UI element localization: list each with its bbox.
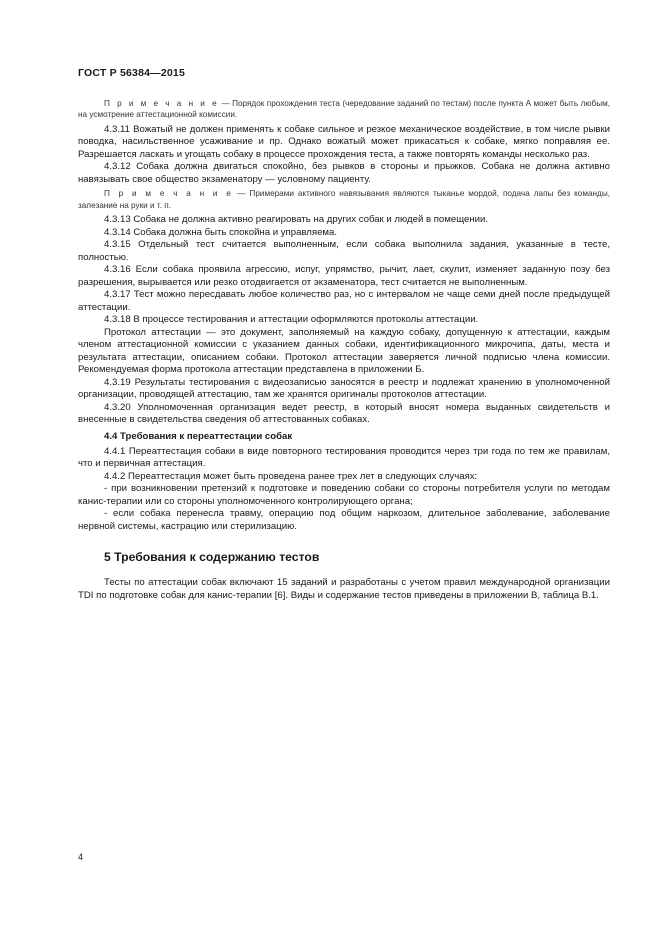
paragraph-section-5: Тесты по аттестации собак включают 15 заданий и разработаны с учетом правил международной организации TDI по подготовке собак для канис-терапии [6]. Виды и содержание тестов приведены в приложении В, таблица В.1. xyxy=(78,577,610,601)
section-heading-5: 5 Требования к содержанию тестов xyxy=(104,550,320,565)
note-text: — Порядок прохождения теста (чередование заданий по тестам) после пункта А может быть любым, на усмотрение аттестационной комиссии. xyxy=(78,99,610,120)
paragraph-4-3-15: 4.3.15 Отдельный тест считается выполненным, если собака выполнила задания, указанные в тесте, полностью. xyxy=(78,239,610,263)
paragraph-4-3-20: 4.3.20 Уполномоченная организация ведет реестр, в который вносят номера выданных свидетельств и внесенные в свидетельства сведения об аттестованных собаках. xyxy=(78,401,610,426)
document-body xyxy=(78,96,610,602)
note-text: — Примерами активного навязывания являются тыканье мордой, подача лапы без команды, залезание на руки и т. п. xyxy=(78,189,610,210)
paragraph-4-3-18: 4.3.18 В процессе тестирования и аттестации оформляются протоколы аттестации. xyxy=(104,314,479,326)
paragraph-4-3-13: 4.3.13 Собака не должна активно реагировать на других собак и людей в помещении. xyxy=(104,214,489,226)
list-item-case-injury: - если собака перенесла травму, операцию под общим наркозом, длительное заболевание, заболевание нервной системы, кастрацию или стерилизацию. xyxy=(78,508,610,532)
paragraph-4-3-11: 4.3.11 Вожатый не должен применять к собаке сильное и резкое механическое воздействие, в том числе рывки поводка, насильственное усаживание и пр. Однако вожатый может прикасаться к собаке, мягко поправляя ее. Разрешается ласкать и угощать собаку в процессе прохождения теста, а также повторять команды несколько раз. xyxy=(78,123,610,160)
paragraph-protocol-definition: Протокол аттестации — это документ, заполняемый на каждую собаку, допущенную к аттестации, каждым членом аттестационной комиссии с указанием данных собаки, идентификационного микрочипа, даты, места и результата аттестации, описанием собаки. Протокол аттестации заверяется личной подписью члена комиссии. Рекомендуемая форма протокола аттестации представлена в приложении Б. xyxy=(78,326,610,376)
note-label: П р и м е ч а н и е xyxy=(104,99,220,108)
paragraph-4-3-16: 4.3.16 Если собака проявила агрессию, испуг, упрямство, рычит, лает, скулит, изменяет заданную позу без разрешения, вырывается или резко отодвигается от экзаменатора, тест считается не выполненным. xyxy=(78,264,610,288)
page-number: 4 xyxy=(78,852,84,862)
paragraph-4-3-14: 4.3.14 Собака должна быть спокойна и управляема. xyxy=(104,226,338,238)
note-order-of-tests xyxy=(78,98,610,121)
subsection-heading-4-4: 4.4 Требования к переаттестации собак xyxy=(104,430,293,442)
list-item-case-claims: - при возникновении претензий к подготовке и поведению собаки со стороны потребителя услуги по методам канис-терапии или со стороны уполномоченного контролирующего органа; xyxy=(78,483,610,507)
note-label: П р и м е ч а н и е xyxy=(104,189,234,199)
paragraph-4-4-2: 4.4.2 Переаттестация может быть проведена ранее трех лет в следующих случаях: xyxy=(104,470,478,482)
paragraph-4-3-19: 4.3.19 Результаты тестирования с видеозаписью заносятся в реестр и подлежат хранению в уполномоченной организации, проводящей аттестацию, там же хранятся оригиналы протоколов аттестации. xyxy=(78,376,610,401)
paragraph-4-3-12: 4.3.12 Собака должна двигаться спокойно, без рывков в стороны и прыжков. Собака не должна активно навязывать свое общество экзаменатору — условному пациенту. xyxy=(78,161,610,185)
note-active-imposing xyxy=(78,188,610,211)
paragraph-4-3-17: 4.3.17 Тест можно пересдавать любое количество раз, но с интервалом не чаще семи дней после предыдущей аттестации. xyxy=(78,289,610,313)
document-header: ГОСТ Р 56384—2015 xyxy=(78,67,186,79)
paragraph-4-4-1: 4.4.1 Переаттестация собаки в виде повторного тестирования проводится через три года по тем же правилам, что и первичная аттестация. xyxy=(78,445,610,470)
